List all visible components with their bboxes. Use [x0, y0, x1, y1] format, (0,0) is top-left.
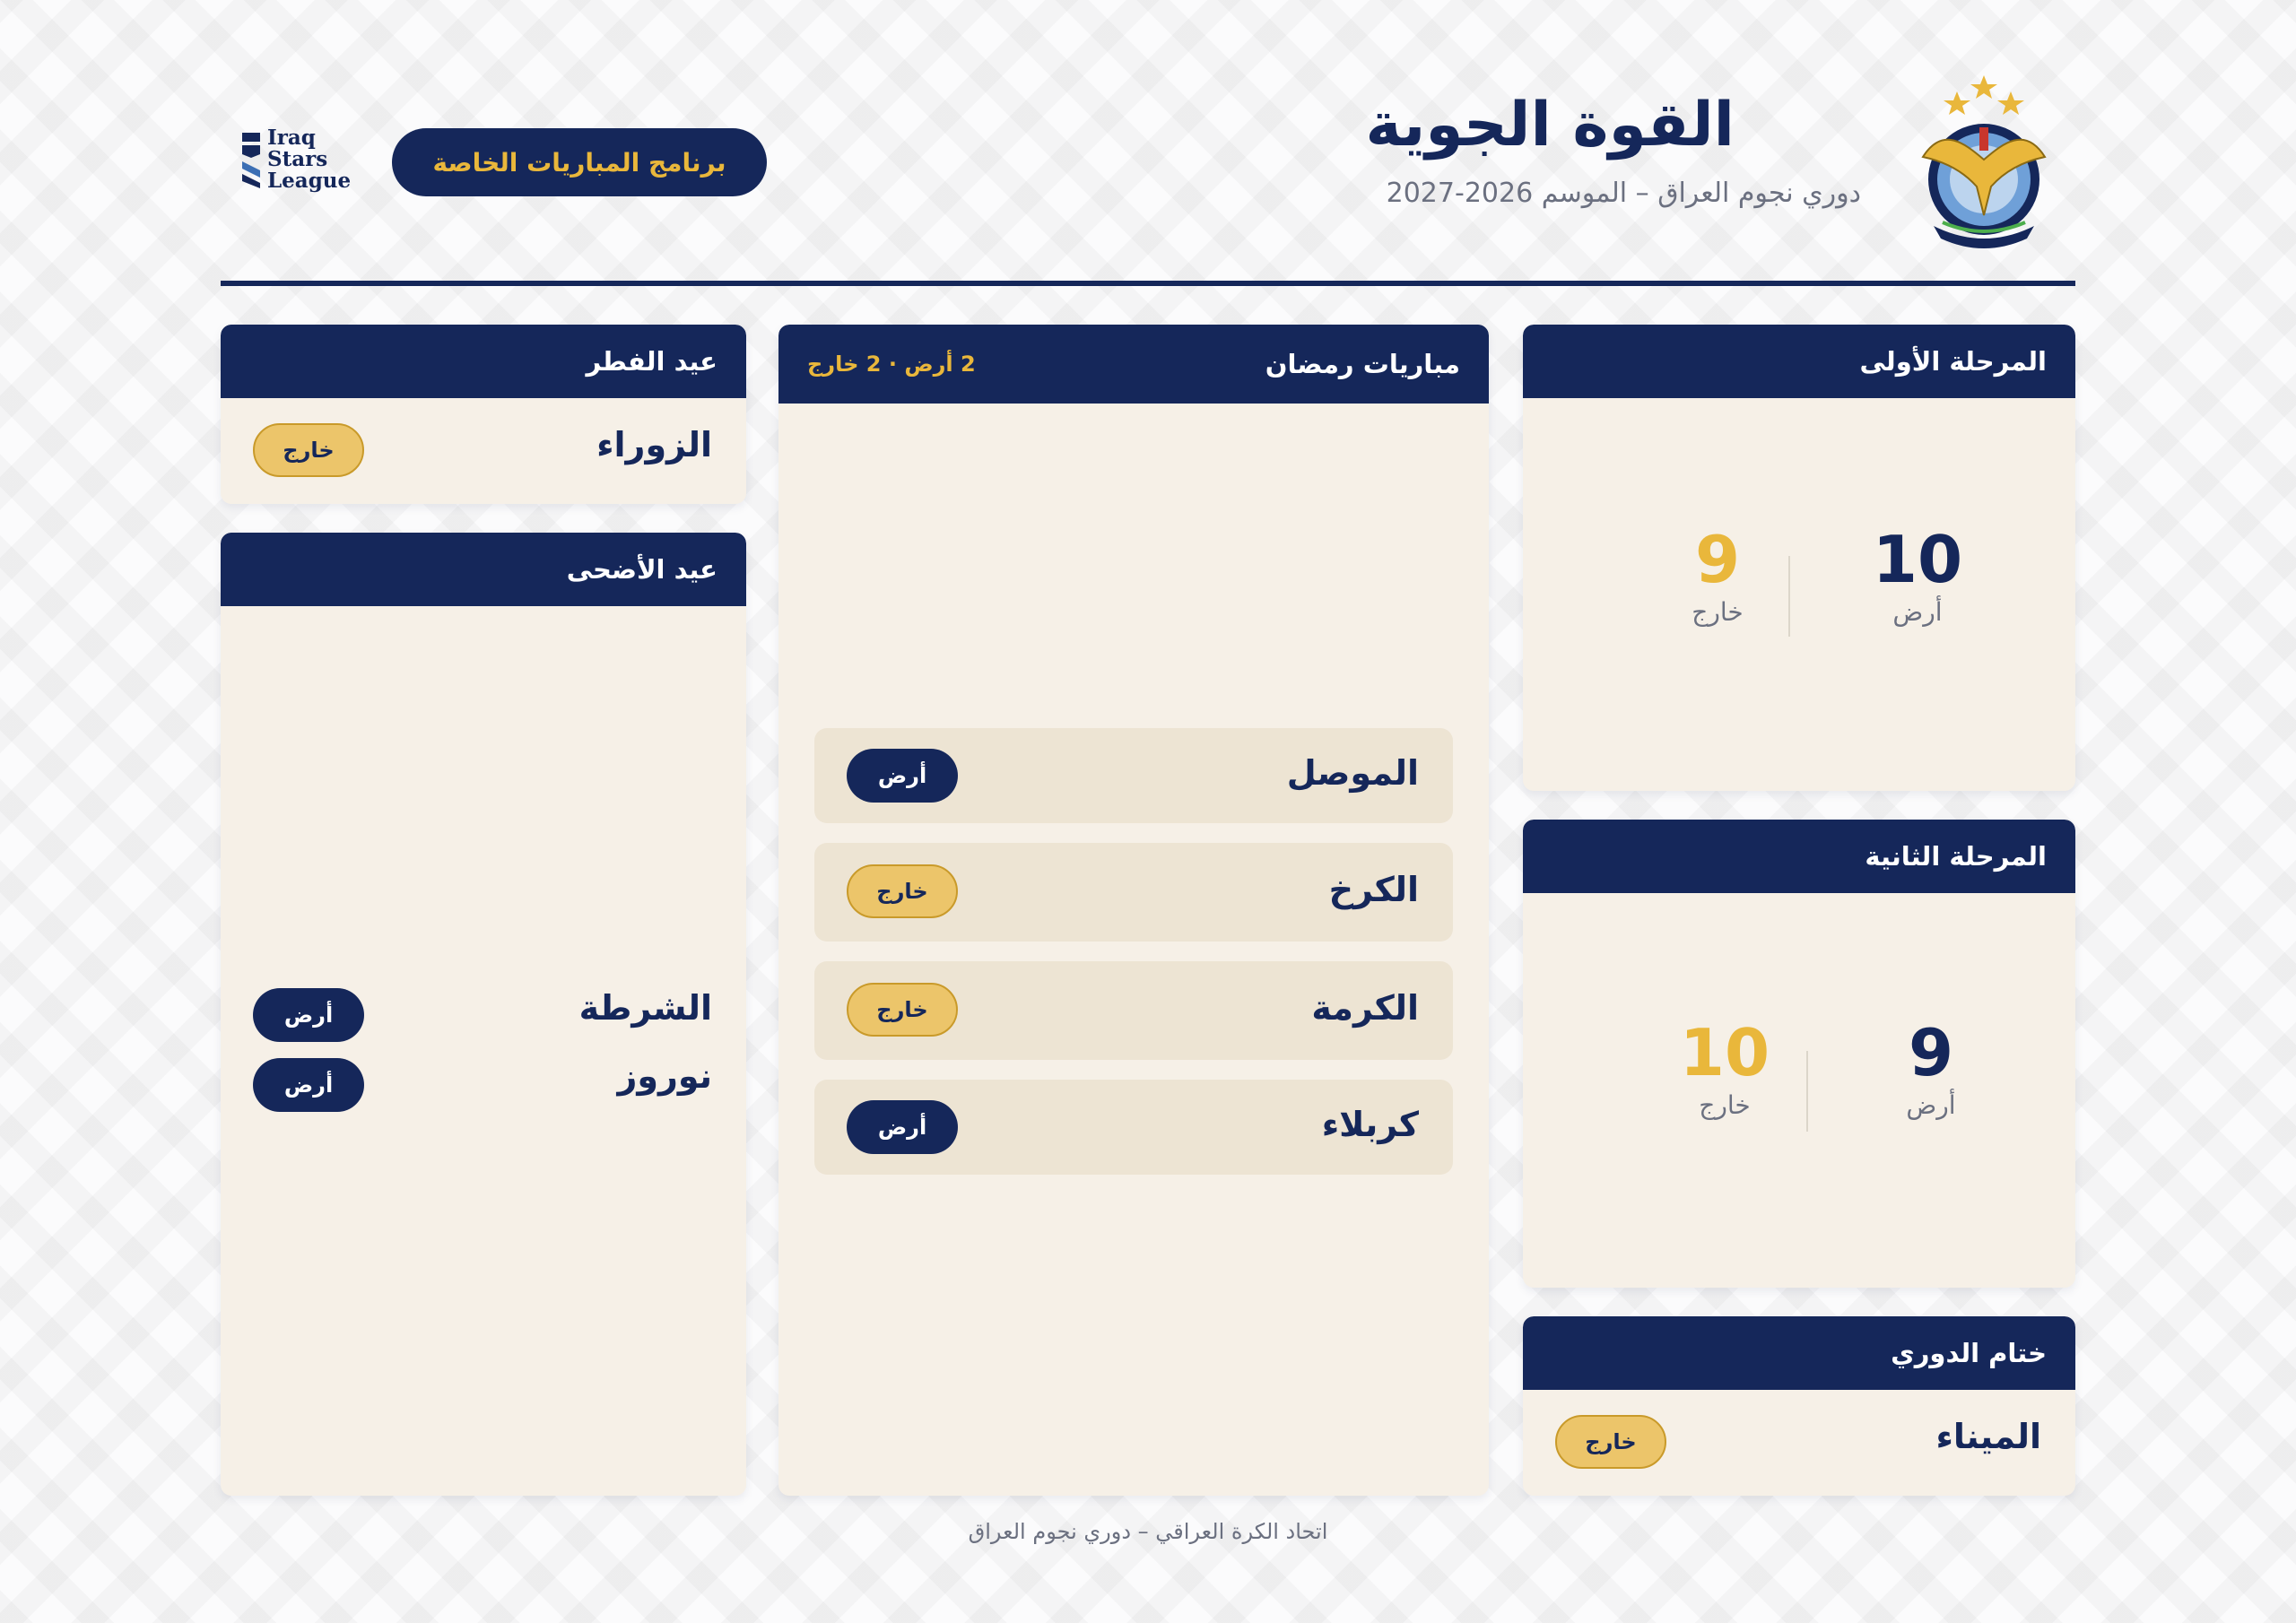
- eid-adha-team: الشرطة: [578, 988, 712, 1028]
- ramadan-match-team: كربلاء: [1321, 1105, 1419, 1144]
- league-end-team: الميناء: [1935, 1417, 2041, 1456]
- ramadan-match-venue-badge: أرض: [847, 1100, 958, 1154]
- ramadan-match-row[interactable]: [814, 728, 1453, 823]
- eid-fitr-team: الزوراء: [596, 425, 712, 464]
- iraq-stars-league-logo: [240, 127, 357, 197]
- ramadan-match-team: الكرخ: [1328, 870, 1419, 909]
- ramadan-title: مباريات رمضان: [1265, 349, 1460, 379]
- phase-one-card: [1523, 325, 2075, 791]
- ramadan-card: [778, 325, 1489, 1496]
- ramadan-match-row[interactable]: [814, 1080, 1453, 1175]
- phase-two-home-label: أرض: [1906, 1090, 1956, 1120]
- league-mark-icon: [240, 131, 264, 190]
- eid-fitr-card: [221, 325, 746, 504]
- phase-two-card: [1523, 820, 2075, 1288]
- phase-two-home-count: 9: [1908, 1015, 1954, 1090]
- eid-adha-title: عيد الأضحى: [566, 554, 718, 585]
- league-logo-word-1: Iraq: [267, 126, 316, 150]
- phase-one-away-label: خارج: [1692, 597, 1744, 627]
- phase-one-title: المرحلة الأولى: [1859, 346, 2047, 377]
- league-end-card: [1523, 1316, 2075, 1496]
- ramadan-match-venue-badge: خارج: [847, 983, 958, 1037]
- ramadan-summary: 2 أرض · 2 خارج: [807, 352, 976, 377]
- league-logo-word-3: League: [267, 169, 352, 193]
- ramadan-match-venue-badge: أرض: [847, 749, 958, 803]
- header-divider: [221, 281, 2075, 286]
- ramadan-match-row[interactable]: [814, 961, 1453, 1060]
- eid-fitr-venue-badge: خارج: [253, 423, 364, 477]
- eid-fitr-title: عيد الفطر: [586, 346, 718, 377]
- ramadan-match-row[interactable]: [814, 843, 1453, 942]
- league-logo-word-2: Stars: [267, 147, 328, 171]
- special-matches-program-button[interactable]: برنامج المباريات الخاصة: [392, 128, 767, 196]
- ramadan-match-team: الكرمة: [1311, 988, 1419, 1028]
- phase-one-home-count: 10: [1872, 522, 1963, 597]
- phase-one-separator: [1788, 556, 1790, 637]
- eid-adha-team: نوروز: [617, 1056, 712, 1096]
- eid-adha-venue-badge: أرض: [253, 988, 364, 1042]
- eid-adha-card: [221, 533, 746, 1496]
- phase-one-away-count: 9: [1694, 522, 1741, 597]
- footer-text: اتحاد الكرة العراقي – دوري نجوم العراق: [968, 1519, 1328, 1544]
- phase-one-home-label: أرض: [1892, 597, 1943, 627]
- phase-two-separator: [1806, 1051, 1808, 1132]
- club-crest-logo: [1916, 72, 2052, 251]
- eid-adha-venue-badge: أرض: [253, 1058, 364, 1112]
- season-subtitle: دوري نجوم العراق – الموسم 2026-2027: [1386, 178, 1861, 209]
- league-end-venue-badge: خارج: [1555, 1415, 1666, 1469]
- ramadan-match-venue-badge: خارج: [847, 864, 958, 918]
- phase-two-away-label: خارج: [1699, 1090, 1751, 1120]
- league-end-title: ختام الدوري: [1891, 1338, 2047, 1368]
- club-title: القوة الجوية: [1365, 90, 1735, 161]
- ramadan-match-team: الموصل: [1286, 753, 1419, 793]
- phase-two-title: المرحلة الثانية: [1865, 841, 2047, 872]
- phase-two-away-count: 10: [1679, 1015, 1770, 1090]
